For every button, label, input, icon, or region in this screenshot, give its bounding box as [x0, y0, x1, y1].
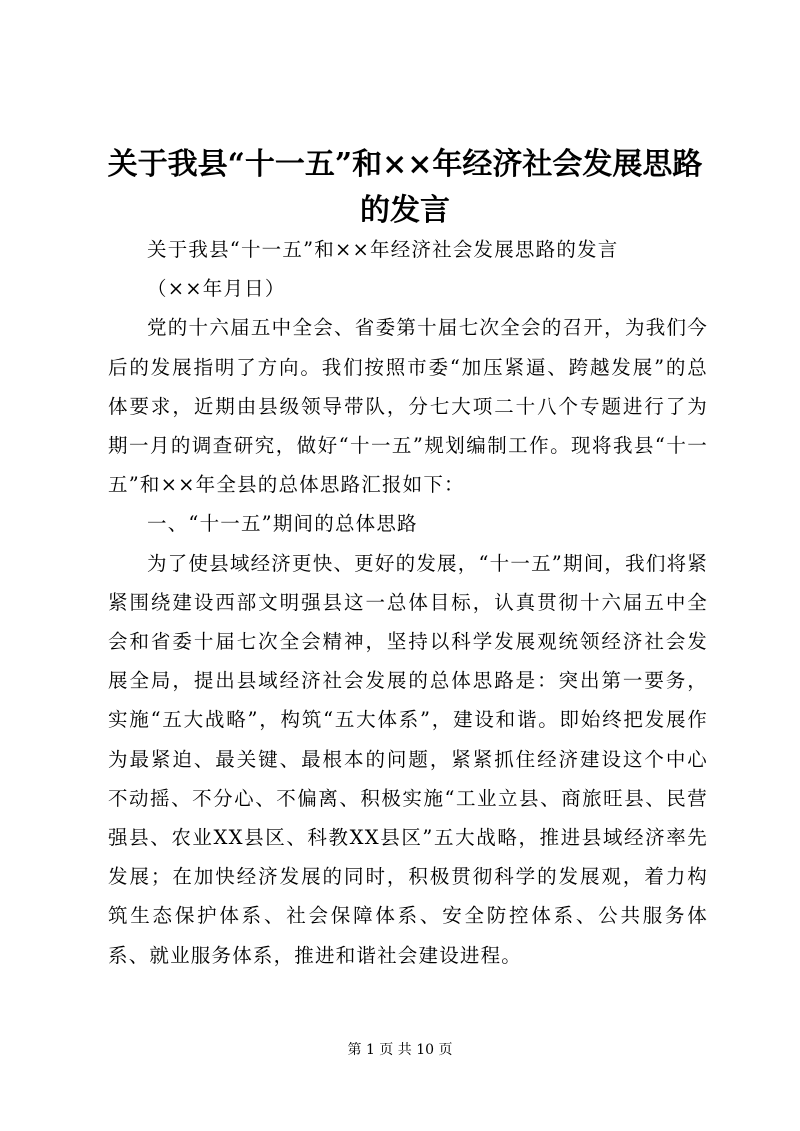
- section-heading: 一、“十一五”期间的总体思路: [147, 512, 418, 536]
- subtitle-line: 关于我县“十一五”和××年经济社会发展思路的发言: [147, 238, 619, 261]
- date-line: （××年月日）: [147, 277, 286, 301]
- page-number-footer: 第 1 页 共 10 页: [347, 1042, 453, 1058]
- paragraph-overall-approach: 为了使县域经济更快、更好的发展，“十一五”期间，我们将紧紧围绕建设西部文明强县这一总体目标，认真贯彻十六届五中全会和省委十届七次全会精神，坚持以科学发展观统领经济社会发展全局，提出县域经济社会发展的总体思路是：突出第一要务，实施“五大战略”，构筑“五大体系”，建设和谐。即始终把发展作为最紧迫、最关键、最根本的问题，紧紧抓住经济建设这个中心不动摇、不分心、不偏离、积极实施“工业立县、商旅旺县、民营强县、农业XX县区、科教XX县区”五大战略，推进县域经济率先发展；在加快经济发展的同时，积极贯彻科学的发展观，着力构筑生态保护体系、社会保障体系、安全防控体系、公共服务体系、就业服务体系，推进和谐社会建设进程。: [108, 551, 708, 967]
- document-body: [108, 230, 708, 975]
- paragraph-intro: 党的十六届五中全会、省委第十届七次全会的召开，为我们今后的发展指明了方向。我们按照市委“加压紧逼、跨越发展”的总体要求，近期由县级领导带队，分七大项二十八个专题进行了为期一月的调查研究，做好“十一五”规划编制工作。现将我县“十一五”和××年全县的总体思路汇报如下：: [108, 316, 708, 497]
- document-title: 关于我县“十一五”和××年经济社会发展思路的发言: [107, 147, 703, 228]
